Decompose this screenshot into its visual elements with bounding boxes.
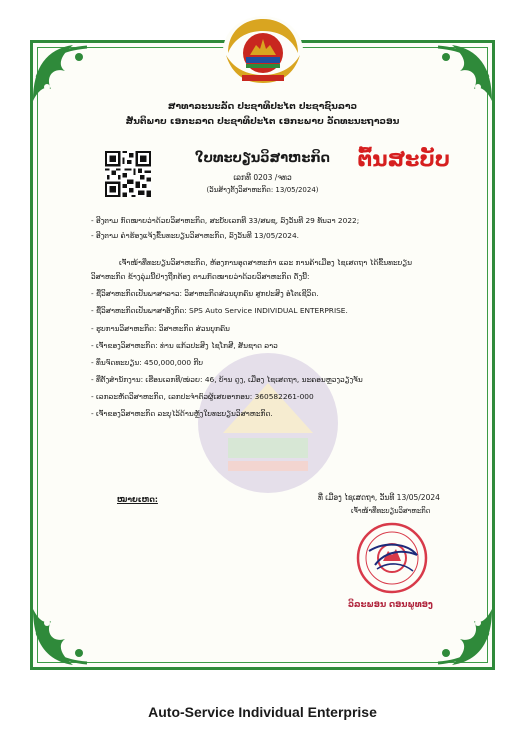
detail-lao-name: - ຊື່ວິສາຫະກິດເປັນພາສາລາວ: ວິສາຫະກິດສ່ວນບຸກຄົນ ສູກປະສິງ ອໍໂຕເຊີວິດ. [91,289,319,298]
detail-owner: - ເຈົ້າຂອງວິສາຫະກິດ: ທ່ານ ແກ້ວປະສິງ ໄຊໂກສີ, ສັນຊາດ ລາວ [91,341,278,350]
detail-enterprise-type: - ຮູບການວິສາຫະກິດ: ວິສາຫະກິດ ສ່ວນບຸກຄົນ [91,324,230,333]
footnote-label: ໝາຍເຫດ: [117,495,158,504]
legal-basis-line-1: - ອີງຕາມ ກົດໝາຍວ່າດ້ວຍວິສາຫະກິດ, ສະບັບເລກທີ 33/ສພຊ, ລົງວັນທີ 29 ທັນວາ 2022; [91,216,360,225]
certificate [30,40,495,670]
border-ornament-icon [27,37,107,107]
detail-office-address: - ທີ່ຕັ້ງສຳນັກງານ: ເຮືອນເລກທີ/ໜ່ວຍ: 46, ບ້ານ ດູງ, ເມືອງ ໄຊເສດຖາ, ນະຄອນຫຼວງວຽງຈັນ [91,375,363,384]
caption: Auto-Service Individual Enterprise [148,704,377,720]
header-line-1: ສາທາລະນະລັດ ປະຊາທິປະໄຕ ປະຊາຊົນລາວ [167,101,358,112]
legal-basis-line-2: - ອີງຕາມ ຄຳຮ້ອງແຈ້ງຂຶ້ນທະບຽນວິສາຫະກິດ, ລົງວັນທີ 13/05/2024. [91,231,299,240]
document-number: ເລກທີ 0203 /ຈທວ [233,173,292,182]
detail-english-name: - ຊື່ວິສາຫະກິດເປັນພາສາອັງກິດ: SPS Auto Service INDIVIDUAL ENTERPRISE. [91,306,348,315]
signing-place-date: ທີ່ ເມືອງ ໄຊເສດຖາ, ວັນທີ 13/05/2024 [318,493,440,502]
detail-tax-id: - ເລກລະຫັດວິສາຫະກິດ, ເລກປະຈຳຕົວຜູ້ເສຍອາກອນ: 360582261-000 [91,392,314,401]
border-ornament-icon [27,603,107,673]
border-ornament-icon [418,37,498,107]
official-seal-icon [355,521,429,595]
border-ornament-icon [418,603,498,673]
establishment-date: (ວັນສ້າງຕັ້ງວິສາຫະກິດ: 13/05/2024) [206,186,319,194]
signer-role: ເຈົ້າໜ້າທີ່ທະບຽນວິສາຫະກິດ [351,507,431,515]
signer-name: ວິລະພອນ ດອນພູທອງ [348,600,433,610]
watermark-emblem-icon [183,343,353,503]
intro-line-2: ວິສາຫະກິດ ຂ້າງລຸ່ມນີ້ຢ່າງຖືກຕ້ອງ ຕາມກົດໝາຍວ່າດ້ວຍວິສາຫະກິດ ດັ່ງນີ້: [91,272,310,281]
detail-registered-capital: - ທຶນຈົດທະບຽນ: 450,000,000 ກີບ [91,358,203,367]
header-line-2: ສັນຕິພາບ ເອກະລາດ ປະຊາທິປະໄຕ ເອກະພາບ ວັດທະນະຖາວອນ [125,116,400,127]
national-emblem-icon [222,13,304,87]
original-copy-stamp: ຕົ້ນສະບັບ [357,147,450,171]
detail-owner-note: - ເຈົ້າຂອງວິສາຫະກິດ ລະບຸໄວ້ດ້ານຫຼັງໃບທະບຽນວິສາຫະກິດ. [91,409,273,418]
intro-line-1: ເຈົ້າໜ້າທີ່ທະບຽນວິສາຫະກິດ, ຫ້ອງການອຸດສາຫະກຳ ແລະ ການຄ້າເມືອງ ໄຊເສດຖາ ໄດ້ຂຶ້ນທະບຽນ [119,258,413,267]
document-title: ໃບທະບຽນວິສາຫະກິດ [195,151,330,166]
